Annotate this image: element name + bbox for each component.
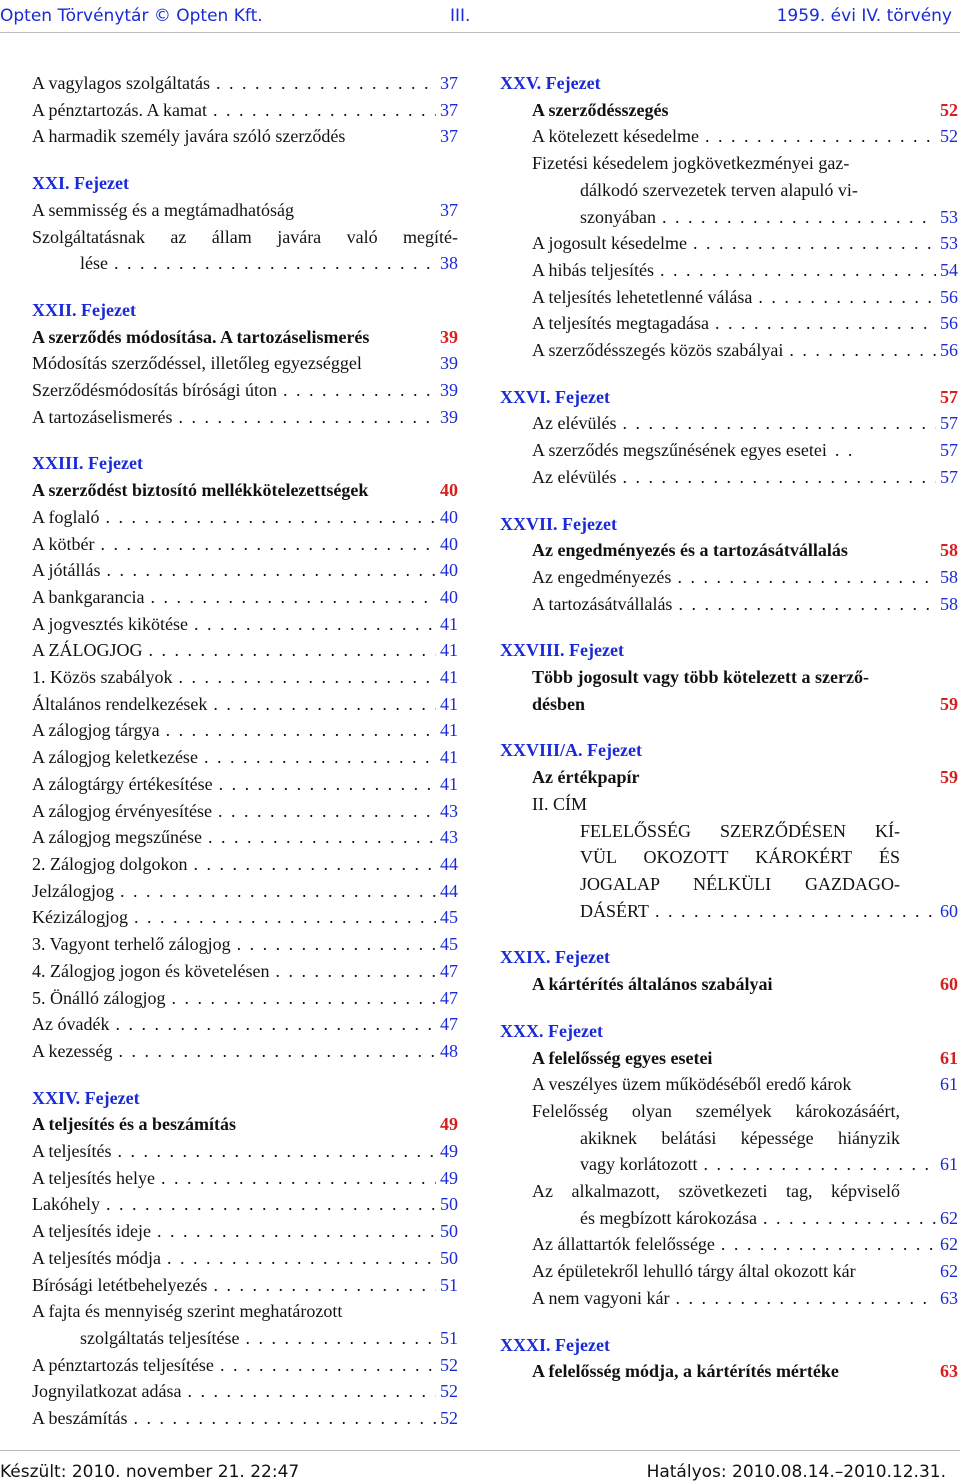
chapter-title[interactable]: A szerződés módosítása. A tartozáselismerés 39	[32, 326, 458, 347]
toc-entry[interactable]: vagy korlátozott . . . 61	[500, 1151, 958, 1178]
toc-entry[interactable]: Szerződésmódosítás bírósági úton . . . 39	[32, 377, 458, 404]
toc-entry[interactable]	[32, 798, 458, 825]
page-number: 53	[940, 233, 958, 254]
dot-leader	[157, 1218, 436, 1245]
dot-leader	[693, 230, 936, 257]
toc-entry-title: A szerződésszegés közös szabályai	[532, 340, 784, 361]
toc-entry-title: 5. Önálló zálogjog	[32, 987, 166, 1008]
toc-entry-title: A teljesítés helye	[32, 1167, 155, 1188]
toc-entry[interactable]	[32, 664, 458, 691]
page-number: 50	[440, 1247, 458, 1268]
dot-leader	[660, 257, 936, 284]
toc-entry[interactable]	[500, 230, 958, 257]
page-number: 57	[940, 466, 958, 487]
dot-leader	[101, 531, 437, 558]
toc-entry[interactable]	[32, 1038, 458, 1065]
chapter-heading: XXX. Fejezet	[500, 1020, 603, 1041]
page-number: 44	[440, 880, 458, 901]
toc-entry[interactable]: A semmisség és a megtámadhatóság 37	[32, 199, 458, 220]
toc-entry-title: Az épületekről lehulló tárgy által okozott kár	[532, 1261, 856, 1282]
toc-entry[interactable]: Módosítás szerződéssel, illetőleg egyezséggel 39	[32, 353, 458, 374]
dot-leader	[194, 851, 437, 878]
toc-entry-title: A jótállás	[32, 560, 101, 581]
toc-entry[interactable]	[32, 771, 458, 798]
toc-entry[interactable]	[32, 904, 458, 931]
toc-entry-title: A nem vagyoni kár	[532, 1287, 670, 1308]
toc-entry-wrap[interactable]: dálkodó szervezetek terven alapuló vi-	[580, 179, 858, 200]
toc-entry[interactable]	[500, 1258, 958, 1285]
page-number: 50	[440, 1221, 458, 1242]
page-number: 63	[940, 1287, 958, 1308]
header-source: Opten Törvénytár © Opten Kft.	[0, 6, 263, 26]
dot-leader	[106, 1191, 436, 1218]
page-number: 40	[440, 533, 458, 554]
chapter-heading: XXIV. Fejezet	[32, 1087, 140, 1108]
page-number: 41	[440, 613, 458, 634]
toc-entry-title: Az elévülés	[532, 413, 617, 434]
dot-leader	[275, 958, 436, 985]
toc-entry-title: A hibás teljesítés	[532, 259, 654, 280]
toc-entry[interactable]	[32, 878, 458, 905]
chapter-title[interactable]: A szerződést biztosító mellékkötelezettségek 40	[32, 480, 458, 501]
toc-entry[interactable]	[32, 504, 458, 531]
toc-entry[interactable]	[32, 531, 458, 558]
toc-entry[interactable]	[500, 310, 958, 337]
page-number: 52	[440, 1354, 458, 1375]
toc-entry[interactable]: A harmadik személy javára szóló szerződés 37	[32, 126, 458, 147]
page-number: 45	[440, 907, 458, 928]
title-line[interactable]: FELELŐSSÉG SZERZŐDÉSEN KÍ-	[580, 820, 900, 841]
toc-entry[interactable]	[500, 464, 958, 491]
header-part: III.	[450, 6, 471, 26]
toc-entry[interactable]	[500, 564, 958, 591]
page-number: 40	[440, 586, 458, 607]
toc-entry-title: A teljesítés módja	[32, 1247, 161, 1268]
page-number: 49	[440, 1167, 458, 1188]
dot-leader	[208, 824, 436, 851]
page-number: 41	[440, 747, 458, 768]
title-line[interactable]: JOGALAP NÉLKÜLI GAZDAGO-	[580, 873, 900, 894]
toc-entry-title: Kézizálogjog	[32, 907, 128, 928]
dot-leader	[133, 1405, 436, 1432]
toc-entry-title: Az engedményezés	[532, 566, 672, 587]
page-number: 40	[440, 506, 458, 527]
chapter-heading: XXII. Fejezet	[32, 299, 136, 320]
title-line[interactable]: VÜL OKOZOTT KÁROKÉRT ÉS	[580, 847, 900, 868]
toc-entry[interactable]	[500, 1285, 958, 1312]
chapter-title[interactable]: A felelősség egyes esetei 61	[532, 1047, 958, 1068]
page-header	[0, 0, 960, 34]
page-number: 58	[940, 566, 958, 587]
toc-right-column	[500, 70, 958, 1385]
dot-leader	[789, 337, 936, 364]
toc-entry-title: Lakóhely	[32, 1194, 100, 1215]
dot-leader	[622, 410, 936, 437]
chapter-title[interactable]: Az engedményezés és a tartozásátvállalás 58	[532, 540, 958, 561]
toc-entry-title: A teljesítés ideje	[32, 1221, 151, 1242]
toc-entry[interactable]	[32, 958, 458, 985]
page-number: 56	[940, 286, 958, 307]
chapter-heading: XXI. Fejezet	[32, 173, 129, 194]
toc-entry-title: A jogvesztés kikötése	[32, 613, 188, 634]
toc-entry[interactable]	[32, 584, 458, 611]
dot-leader	[213, 1272, 436, 1299]
toc-entry-title: Általános rendelkezések	[32, 693, 208, 714]
chapter-heading: XXVII. Fejezet	[500, 513, 617, 534]
toc-entry-title: A foglaló	[32, 506, 100, 527]
toc-entry[interactable]	[32, 985, 458, 1012]
toc-entry[interactable]	[32, 1405, 458, 1432]
page-footer	[0, 1448, 960, 1484]
toc-entry[interactable]	[32, 637, 458, 664]
toc-entry[interactable]	[32, 1165, 458, 1192]
toc-entry[interactable]: A tartozáselismerés . . . 39	[32, 404, 458, 431]
dot-leader	[106, 504, 437, 531]
toc-entry[interactable]	[32, 1378, 458, 1405]
toc-entry[interactable]	[32, 1272, 458, 1299]
toc-entry[interactable]: A veszélyes üzem működéséből eredő károk 61	[532, 1074, 958, 1095]
dot-leader	[194, 611, 436, 638]
toc-entry-wrap[interactable]: akiknek belátási képessége hiányzik	[580, 1127, 900, 1148]
toc-entry-title: A jogosult késedelme	[532, 233, 687, 254]
dot-leader	[715, 310, 936, 337]
chapter-heading: XXVIII. Fejezet	[500, 640, 624, 661]
dot-leader	[622, 464, 936, 491]
chapter-title[interactable]: Az értékpapír 59	[532, 767, 958, 788]
chapter-heading: XXIII. Fejezet	[32, 453, 143, 474]
page-number: 41	[440, 693, 458, 714]
toc-entry[interactable]	[500, 410, 958, 437]
toc-entry[interactable]	[32, 717, 458, 744]
page-number: 47	[440, 960, 458, 981]
page-number: 40	[440, 560, 458, 581]
page-number: 56	[940, 340, 958, 361]
toc-entry[interactable]	[32, 1011, 458, 1038]
page-number: 41	[440, 667, 458, 688]
page-number: 41	[440, 720, 458, 741]
toc-entry[interactable]: A vagylagos szolgáltatás . . . 37	[32, 70, 458, 97]
header-law-title: 1959. évi IV. törvény	[776, 6, 952, 26]
page-number: 52	[440, 1381, 458, 1402]
page-number: 43	[440, 827, 458, 848]
toc-entry[interactable]	[500, 337, 958, 364]
toc-entry-title: A teljesítés	[32, 1141, 112, 1162]
dot-leader	[237, 931, 436, 958]
toc-entry[interactable]	[32, 931, 458, 958]
toc-entry-title: Jognyilatkozat adása	[32, 1381, 182, 1402]
dot-leader	[150, 584, 436, 611]
toc-entry-title: Bírósági letétbehelyezés	[32, 1274, 208, 1295]
toc-entry[interactable]: A kötelezett késedelme . . . 52	[500, 123, 958, 150]
toc-entry-title: A zálogjog érvényesítése	[32, 800, 212, 821]
toc-entry-title: A pénztartozás teljesítése	[32, 1354, 214, 1375]
footer-rule	[0, 1450, 960, 1451]
toc-entry-title: Az állattartók felelőssége	[532, 1234, 715, 1255]
dot-leader	[118, 1138, 437, 1165]
toc-entry[interactable]	[32, 1245, 458, 1272]
page-number: 58	[940, 593, 958, 614]
toc-entry-title: A beszámítás	[32, 1408, 128, 1429]
dot-leader	[219, 771, 436, 798]
toc-entry[interactable]	[32, 744, 458, 771]
toc-entry-title: A zálogjog keletkezése	[32, 747, 198, 768]
page-number: 54	[940, 259, 958, 280]
toc-entry[interactable]: szolgáltatás teljesítése . . . 51	[32, 1325, 458, 1352]
toc-entry-title: A teljesítés lehetetlenné válása	[532, 286, 753, 307]
toc-entry-title: A bankgarancia	[32, 586, 145, 607]
dot-leader	[721, 1231, 936, 1258]
toc-entry-title: 1. Közös szabályok	[32, 667, 173, 688]
page-number: 41	[440, 773, 458, 794]
page-number: 43	[440, 800, 458, 821]
toc-entry-title: Az óvadék	[32, 1014, 110, 1035]
dot-leader	[178, 664, 436, 691]
dot-leader	[166, 717, 436, 744]
dot-leader	[167, 1245, 436, 1272]
page-number: 49	[440, 1141, 458, 1162]
toc-entry[interactable]: szonyában . . . 53	[500, 204, 958, 231]
toc-entry[interactable]	[32, 691, 458, 718]
toc-entry[interactable]	[500, 591, 958, 618]
toc-entry-title: A ZÁLOGJOG	[32, 640, 143, 661]
chapter-heading: XXVIII/A. Fejezet	[500, 740, 642, 761]
page-number: 57	[940, 413, 958, 434]
dot-leader	[220, 1352, 436, 1379]
header-rule	[0, 32, 960, 33]
dot-leader	[118, 1038, 436, 1065]
page-number: 50	[440, 1194, 458, 1215]
dot-leader	[187, 1378, 436, 1405]
page-number: 44	[440, 853, 458, 874]
dot-leader	[171, 985, 436, 1012]
toc-entry[interactable]	[32, 1191, 458, 1218]
toc-entry[interactable]	[500, 257, 958, 284]
toc-entry-title: 2. Zálogjog dolgokon	[32, 853, 188, 874]
dot-leader	[134, 904, 436, 931]
toc-entry[interactable]: A pénztartozás. A kamat . . . 37	[32, 97, 458, 124]
chapter-title[interactable]: désben 59	[532, 693, 958, 714]
page-number: 48	[440, 1040, 458, 1061]
dot-leader	[115, 1011, 436, 1038]
page-number: 41	[440, 640, 458, 661]
page-number: 45	[440, 934, 458, 955]
toc-entry[interactable]	[32, 851, 458, 878]
toc-entry-title: A teljesítés megtagadása	[532, 313, 709, 334]
chapter-heading: XXV. Fejezet	[500, 73, 601, 93]
footer-validity: Hatályos: 2010.08.14.–2010.12.31.	[646, 1462, 946, 1482]
dot-leader	[213, 691, 436, 718]
dot-leader	[675, 1285, 936, 1312]
chapter-title[interactable]: A kártérítés általános szabályai 60	[532, 974, 958, 995]
toc-entry-title: Az elévülés	[532, 466, 617, 487]
toc-entry[interactable]	[32, 1218, 458, 1245]
toc-entry-title: A zálogtárgy értékesítése	[32, 773, 213, 794]
toc-entry-wrap[interactable]: Felelősség olyan személyek károkozásáért,	[532, 1100, 900, 1121]
toc-entry-title: A kezesség	[32, 1040, 113, 1061]
toc-entry[interactable]: lése . . . 38	[32, 250, 458, 277]
toc-entry[interactable]	[32, 1352, 458, 1379]
dot-leader	[120, 878, 436, 905]
toc-entry[interactable]	[500, 1231, 958, 1258]
page-number: 47	[440, 1014, 458, 1035]
chapter-title[interactable]: A szerződésszegés 52	[532, 99, 958, 120]
dot-leader	[758, 284, 936, 311]
page-number: 47	[440, 987, 458, 1008]
chapter-heading: XXXI. Fejezet	[500, 1334, 610, 1355]
toc-entry-title: 4. Zálogjog jogon és követelésen	[32, 960, 270, 981]
page-number: 57	[940, 440, 958, 461]
title-heading: II. CÍM	[532, 793, 587, 814]
dot-leader	[204, 744, 436, 771]
toc-entry[interactable]: DÁSÉRT . . . 60	[500, 898, 958, 925]
chapter-title-wrap[interactable]: Több jogosult vagy több kötelezett a szerző-	[532, 667, 869, 688]
toc-entry-title: A tartozásátvállalás	[532, 593, 673, 614]
dot-leader	[161, 1165, 436, 1192]
chapter-title[interactable]: A felelősség módja, a kártérítés mértéke 63	[532, 1361, 958, 1382]
dot-leader	[678, 591, 936, 618]
toc-entry-wrap[interactable]: Az alkalmazott, szövetkezeti tag, képviselő	[532, 1181, 900, 1202]
chapter-heading[interactable]: XXVI. Fejezet 57	[500, 386, 958, 407]
dot-leader	[218, 798, 436, 825]
page-number: 56	[940, 313, 958, 334]
toc-entry[interactable]	[32, 557, 458, 584]
chapter-heading: XXIX. Fejezet	[500, 947, 610, 968]
chapter-title[interactable]: A teljesítés és a beszámítás 49	[32, 1114, 458, 1135]
toc-entry[interactable]	[32, 824, 458, 851]
toc-entry-title: 3. Vagyont terhelő zálogjog	[32, 934, 231, 955]
footer-generated: Készült: 2010. november 21. 22:47	[0, 1462, 300, 1482]
dot-leader	[677, 564, 936, 591]
toc-entry[interactable]	[500, 437, 958, 464]
toc-entry-title: A szerződés megszűnésének egyes esetei	[532, 440, 827, 461]
toc-entry[interactable]: és megbízott károkozása . . . 62	[500, 1205, 958, 1232]
page-number: 52	[440, 1408, 458, 1429]
toc-entry-title: A zálogjog megszűnése	[32, 827, 202, 848]
toc-entry[interactable]	[500, 284, 958, 311]
toc-entry-wrap[interactable]: Szolgáltatásnak az állam javára való megíté-	[32, 226, 458, 247]
toc-entry[interactable]	[32, 1138, 458, 1165]
page-number: 62	[940, 1234, 958, 1255]
dot-leader	[835, 437, 855, 464]
toc-entry-title: A kötbér	[32, 533, 95, 554]
page-number: 51	[440, 1274, 458, 1295]
toc-entry-title: A zálogjog tárgya	[32, 720, 160, 741]
toc-left-column	[32, 70, 458, 1432]
toc-entry-wrap[interactable]: A fajta és mennyiség szerint meghatározott	[32, 1301, 343, 1322]
dot-leader	[149, 637, 437, 664]
toc-entry-title: Jelzálogjog	[32, 880, 114, 901]
dot-leader	[107, 557, 437, 584]
page-number: 62	[940, 1261, 958, 1282]
toc-entry-wrap[interactable]: Fizetési késedelem jogkövetkezményei gaz-	[532, 153, 850, 174]
toc-entry[interactable]	[32, 611, 458, 638]
